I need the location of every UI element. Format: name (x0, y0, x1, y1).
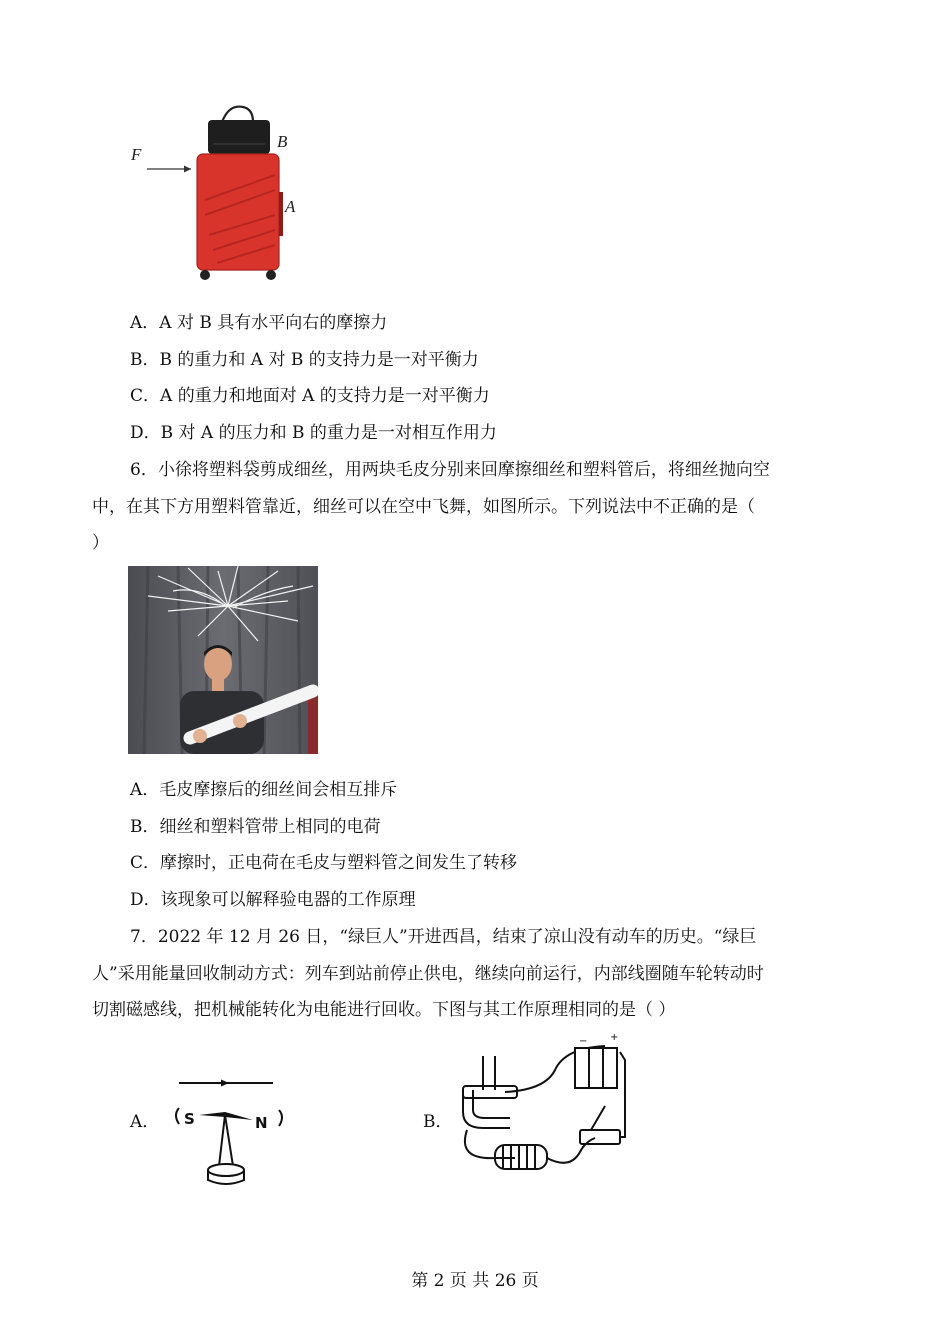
suitcase-a (197, 154, 279, 270)
electrostatic-photo (128, 566, 318, 754)
q6-option-d: D．该现象可以解释验电器的工作原理 (130, 890, 416, 910)
q7-option-a-label: A． (130, 1112, 160, 1132)
q5-option-b: B．B 的重力和 A 对 B 的支持力是一对平衡力 (130, 350, 479, 370)
q6-stem-line-2: 中，在其下方用塑料管靠近，细丝可以在空中飞舞，如图所示。下列说法中不正确的是（ (92, 497, 755, 517)
q7-option-b-label: B． (423, 1112, 453, 1132)
label-b: B (277, 132, 288, 151)
q7-stem-line-3: 切割磁感线，把机械能转化为电能进行回收。下图与其工作原理相同的是（ ） (92, 1000, 676, 1020)
bag-b (208, 120, 270, 154)
q7-stem-line-1: 7．2022 年 12 月 26 日，“绿巨人”开进西昌，结束了凉山没有动车的历史。“绿巨 (130, 927, 757, 947)
page-footer: 第 2 页 共 26 页 (411, 1271, 539, 1291)
q5-option-a: A．A 对 B 具有水平向右的摩擦力 (130, 313, 388, 333)
magnet-circuit-figure (455, 1030, 635, 1190)
q5-option-c: C．A 的重力和地面对 A 的支持力是一对平衡力 (130, 386, 490, 406)
pole-s: S (184, 1110, 195, 1128)
svg-text:−: − (579, 1036, 588, 1047)
battery-pack (575, 1048, 617, 1088)
q6-option-a: A．毛皮摩擦后的细丝间会相互排斥 (130, 780, 398, 800)
q6-stem-line-3: ） (92, 533, 109, 553)
q6-stem-line-1: 6．小徐将塑料袋剪成细丝，用两块毛皮分别来回摩擦细丝和塑料管后，将细丝抛向空 (130, 460, 770, 480)
oersted-experiment-figure (165, 1070, 290, 1190)
q6-option-b: B．细丝和塑料管带上相同的电荷 (130, 817, 381, 837)
force-label-f: F (131, 145, 142, 164)
pole-n: N (255, 1114, 268, 1132)
suitcase-figure (125, 100, 315, 285)
label-a: A (285, 197, 296, 216)
svg-text:+: + (610, 1032, 619, 1043)
q7-stem-line-2: 人”采用能量回收制动方式：列车到站前停止供电，继续向前运行，内部线圈随车轮转动时 (92, 964, 764, 984)
q6-option-c: C．摩擦时，正电荷在毛皮与塑料管之间发生了转移 (130, 853, 518, 873)
q5-option-d: D．B 对 A 的压力和 B 的重力是一对相互作用力 (130, 423, 497, 443)
